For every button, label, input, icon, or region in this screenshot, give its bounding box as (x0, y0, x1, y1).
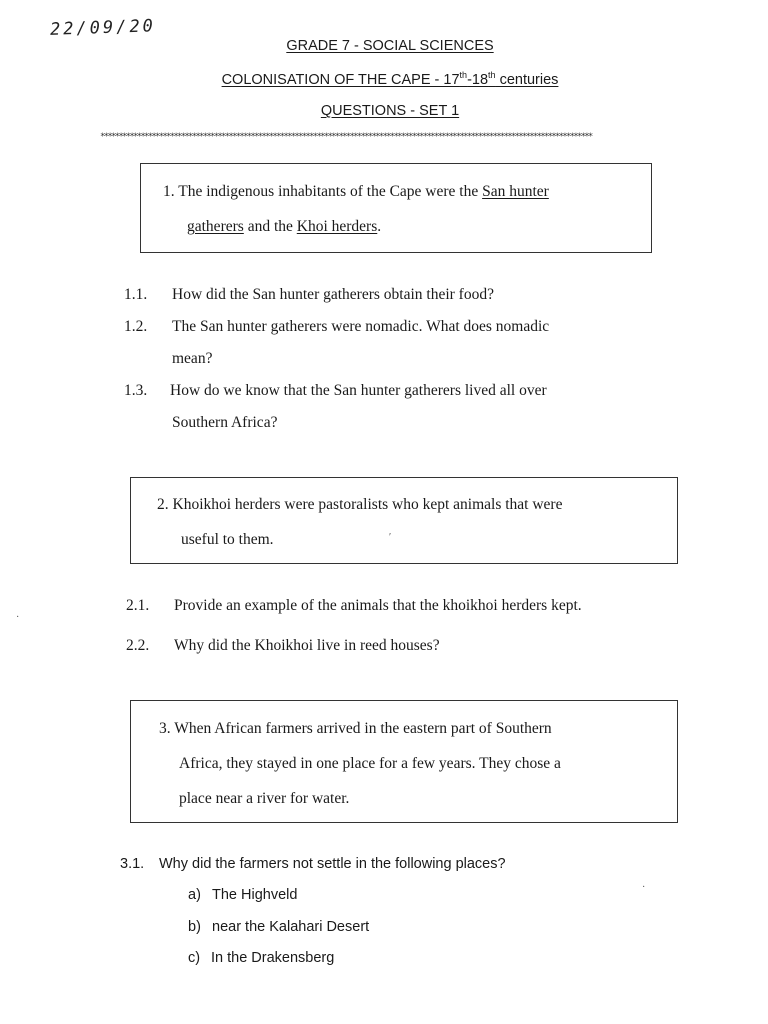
option-text: In the Drakensberg (211, 950, 335, 966)
question-text: Provide an example of the animals that the khoikhoi herders kept. (174, 597, 582, 614)
option-b (188, 919, 370, 935)
question-text: How do we know that the San hunter gatherers lived all over (170, 382, 547, 399)
option-a (188, 887, 298, 903)
question-number: 3.1. (120, 856, 145, 872)
question-3-1 (120, 856, 506, 872)
option-text: near the Kalahari Desert (212, 919, 370, 935)
info-box-2-line-2: useful to them. (181, 531, 274, 548)
question-text: The San hunter gatherers were nomadic. What does nomadic (172, 318, 550, 335)
document-subtitle: COLONISATION OF THE CAPE - 17th-18th centuries (221, 70, 559, 88)
document-title: GRADE 7 - SOCIAL SCIENCES (286, 38, 494, 54)
option-label: c) (188, 950, 201, 966)
info-box-3 (130, 700, 678, 823)
question-number: 1.3. (124, 382, 148, 399)
info-box-3-line-2: Africa, they stayed in one place for a few years. They chose a (179, 755, 561, 772)
info-box-3-line-3: place near a river for water. (179, 790, 350, 807)
info-box-1-line-2: gatherers and the Khoi herders. (187, 218, 382, 235)
info-box-1-line-1: 1. The indigenous inhabitants of the Cape were the San hunter (163, 183, 549, 200)
question-1-2 (124, 318, 550, 336)
scan-speck: · (642, 882, 646, 893)
info-box-2-line-1: 2. Khoikhoi herders were pastoralists who kept animals that were (157, 496, 563, 513)
question-number: 1.2. (124, 318, 148, 335)
info-box-3-line-1: 3. When African farmers arrived in the eastern part of Southern (159, 720, 552, 737)
question-2-1 (126, 597, 582, 615)
question-1-1 (124, 286, 494, 304)
question-1-3-continued: Southern Africa? (172, 414, 278, 431)
option-text: The Highveld (212, 887, 298, 903)
question-text: Why did the Khoikhoi live in reed houses? (174, 637, 440, 654)
option-c (188, 950, 335, 966)
handwritten-date: 22/09/20 (49, 16, 157, 40)
question-1-2-continued: mean? (172, 350, 213, 367)
info-box-1 (140, 163, 652, 253)
question-number: 2.1. (126, 597, 150, 614)
info-box-2 (130, 477, 678, 564)
question-2-2 (126, 637, 440, 655)
question-1-3 (124, 382, 547, 400)
option-label: b) (188, 919, 201, 935)
question-number: 2.2. (126, 637, 150, 654)
scan-speck: · (16, 612, 20, 623)
question-number: 1.1. (124, 286, 148, 303)
question-set-heading: QUESTIONS - SET 1 (320, 103, 460, 119)
question-text: How did the San hunter gatherers obtain their food? (172, 286, 494, 303)
stray-mark: ′ (389, 532, 392, 543)
question-text: Why did the farmers not settle in the following places? (159, 856, 506, 872)
star-divider: ************************************************************************************************************************************** (100, 132, 592, 142)
option-label: a) (188, 887, 201, 903)
